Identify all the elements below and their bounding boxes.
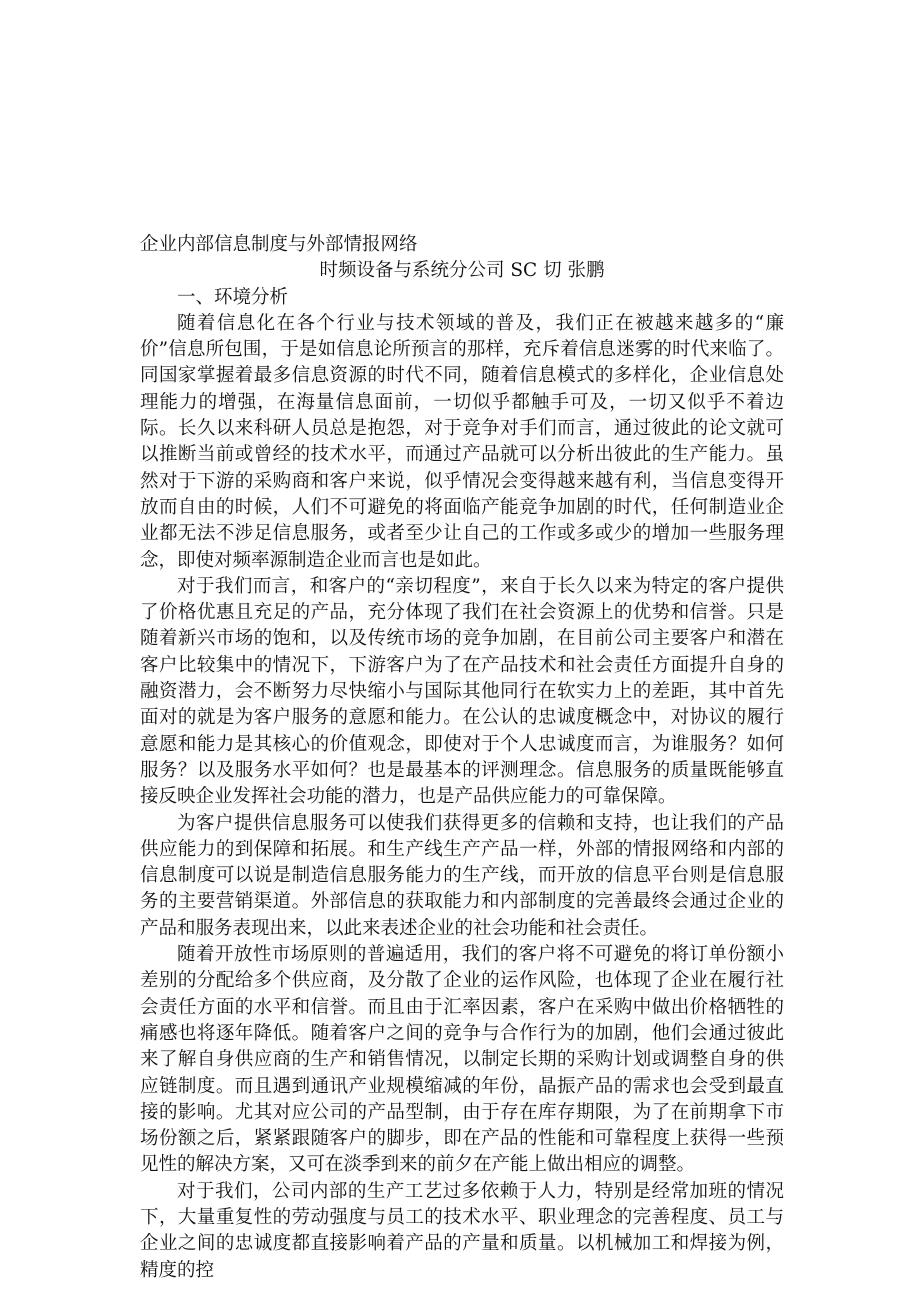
paragraph-4: 随着开放性市场原则的普遍适用，我们的客户将不可避免的将订单份额小差别的分配给多个供应商，及分散了企业的运作风险，也体现了企业在履行社会责任方面的水平和信誉。而且由于汇率因素，客户在采购中做出价格牺牲的痛感也将逐年降低。随着客户之间的竞争与合作行为的加剧，他们会通过彼此来了解自身供应商的生产和销售情况，以制定长期的采购计划或调整自身的供应链制度。而且遇到通讯产业规模缩减的年份，晶振产品的需求也会受到最直接的影响。尤其对应公司的产品型制，由于存在库存期限，为了在前期拿下市场份额之后，紧紧跟随客户的脚步，即在产品的性能和可靠程度上获得一些预见性的解决方案，又可在淡季到来的前夕在产能上做出相应的调整。 <box>140 944 784 1176</box>
section-heading: 一、环境分析 <box>177 286 289 308</box>
paragraph-1: 随着信息化在各个行业与技术领域的普及，我们正在被越来越多的“廉价”信息所包围，于是如信息论所预言的那样，充斥着信息迷雾的时代来临了。同国家掌握着最多信息资源的时代不同，随着信息模式的多样化，企业信息处理能力的增强，在海量信息面前，一切似乎都触手可及，一切又似乎不着边际。长久以来科研人员总是抱怨，对于竞争对手们而言，通过彼此的论文就可以推断当前或曾经的技术水平，而通过产品就可以分析出彼此的生产能力。虽然对于下游的采购商和客户来说，似乎情况会变得越来越有利，当信息变得开放而自由的时候，人们不可避免的将面临产能竞争加剧的时代，任何制造业企业都无法不涉足信息服务，或者至少让自己的工作或多或少的增加一些服务理念，即使对频率源制造企业而言也是如此。 <box>140 312 784 571</box>
author-byline: 时频设备与系统分公司 SC 切 张鹏 <box>319 260 605 282</box>
paragraph-5: 对于我们，公司内部的生产工艺过多依赖于人力，特别是经常加班的情况下，大量重复性的劳动强度与员工的技术水平、职业理念的完善程度、员工与企业之间的忠诚度都直接影响着产品的产量和质量。以机械加工和焊接为例，精度的控 <box>140 1180 784 1281</box>
document-body <box>140 232 784 1284</box>
paragraph-3: 为客户提供信息服务可以使我们获得更多的信赖和支持，也让我们的产品供应能力的到保障和拓展。和生产线生产产品一样，外部的情报网络和内部的信息制度可以说是制造信息服务能力的生产线，而开放的信息平台则是信息服务的主要营销渠道。外部信息的获取能力和内部制度的完善最终会通过企业的产品和服务表现出来，以此来表述企业的社会功能和社会责任。 <box>140 812 784 939</box>
paragraph-2: 对于我们而言，和客户的“亲切程度”，来自于长久以来为特定的客户提供了价格优惠且充足的产品，充分体现了我们在社会资源上的优势和信誉。只是随着新兴市场的饱和，以及传统市场的竞争加剧，在目前公司主要客户和潜在客户比较集中的情况下，下游客户为了在产品技术和社会责任方面提升自身的融资潜力，会不断努力尽快缩小与国际其他同行在软实力上的差距，其中首先面对的就是为客户服务的意愿和能力。在公认的忠诚度概念中，对协议的履行意愿和能力是其核心的价值观念，即使对于个人忠诚度而言，为谁服务？如何服务？以及服务水平如何？也是最基本的评测理念。信息服务的质量既能够直接反映企业发挥社会功能的潜力，也是产品供应能力的可靠保障。 <box>140 575 784 808</box>
document-title: 企业内部信息制度与外部情报网络 <box>140 234 418 255</box>
